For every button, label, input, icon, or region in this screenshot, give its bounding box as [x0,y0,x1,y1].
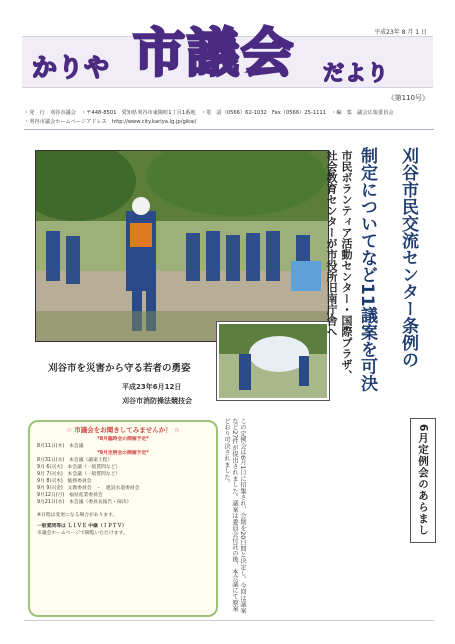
footer-divider [24,620,434,621]
masthead-suffix: だより [323,61,389,85]
notice-title: ☆ 市議会をお聞きしてみませんか！ ☆ [66,426,180,434]
notice-item: 8月11日(木) 本会議 [37,444,84,449]
headline-sub-2: 社会教育センターが市役所旧南庁舎へ [325,150,338,337]
firefighter-photo [35,150,329,342]
firefighter-illustration [36,151,329,342]
hose-illustration [219,324,327,398]
photo-date: 平成23年6月12日 [122,383,182,391]
publication-info [24,109,434,130]
notice-item: 9月21日(水) 本会議（委員長報告・採決） [37,500,132,505]
notice-item: 9月12日(月) 福祉産業委員会 [37,493,103,498]
notice-item: 8月31日(水) 本会議（議案上程） [37,458,113,463]
photo-caption: 刈谷市を災害から守る若者の勇姿 [48,363,191,374]
session-notice-box [28,420,218,617]
notice-item: 9月 8日(木) 総務委員会 [37,479,92,484]
publication-line-2: ・刈谷市議会ホームページアドレス http://www.city.kariya.lg.jp/gikai/ [24,119,197,125]
section-body [222,418,407,618]
notice-item: 9月 6日(火) 本会議（一般質問など） [37,465,121,470]
notice-footer-2: 一般質問等は ＬＩＶＥ 中継（ＩＰＴＶ） [37,524,127,529]
notice-footer-1: ※日程は変更になる場合があります。 [37,513,118,518]
issue-number: 《第110号》 [387,94,429,102]
notice-footer-3: 市議会ホームページで御覧いただけます。 [37,531,128,536]
publication-line-1: ・発 行 刈谷市議会 ・〒448-8501 愛知県刈谷市東陽町1丁目1番地 ・電 話（0566）62-1032 Fax（0566）25-1111 ・編 集 議会広報委員会 [24,110,394,116]
masthead-prefix: かりや [32,53,111,82]
notice-item: 9月 7日(水) 本会議（一般質問など） [37,472,121,477]
headline-line-1: 刈谷市民交流センター条例の [398,147,418,368]
section-heading: 6月定例会のあらまし [410,418,436,543]
photo-event: 刈谷市消防操法競技会 [122,397,192,405]
headline-sub-1: 市民ボランティア活動センター・国際プラザ、 [340,150,353,381]
masthead-title: 市議会 [133,24,296,84]
hose-photo [217,322,329,400]
notice-august-heading: *8月臨時会の開催予定* [97,437,149,442]
notice-september-heading: *9月定例会の開催予定* [97,451,149,456]
notice-item: 9月 9日(金) 文教委員会 ・ 建設水道委員会 [37,486,140,491]
section-body-text: この定例会は6月1日に招集され、会期を20日間と決定し、今回は議案など27件が提出されました。議案は委員会付託の後、本会議にて原案どおり可決されました。 [223,418,246,614]
issue-date: 平成23年 8 月 1 日 [374,29,427,36]
headline-line-2: 制定についてなど11議案を可決 [357,147,377,392]
